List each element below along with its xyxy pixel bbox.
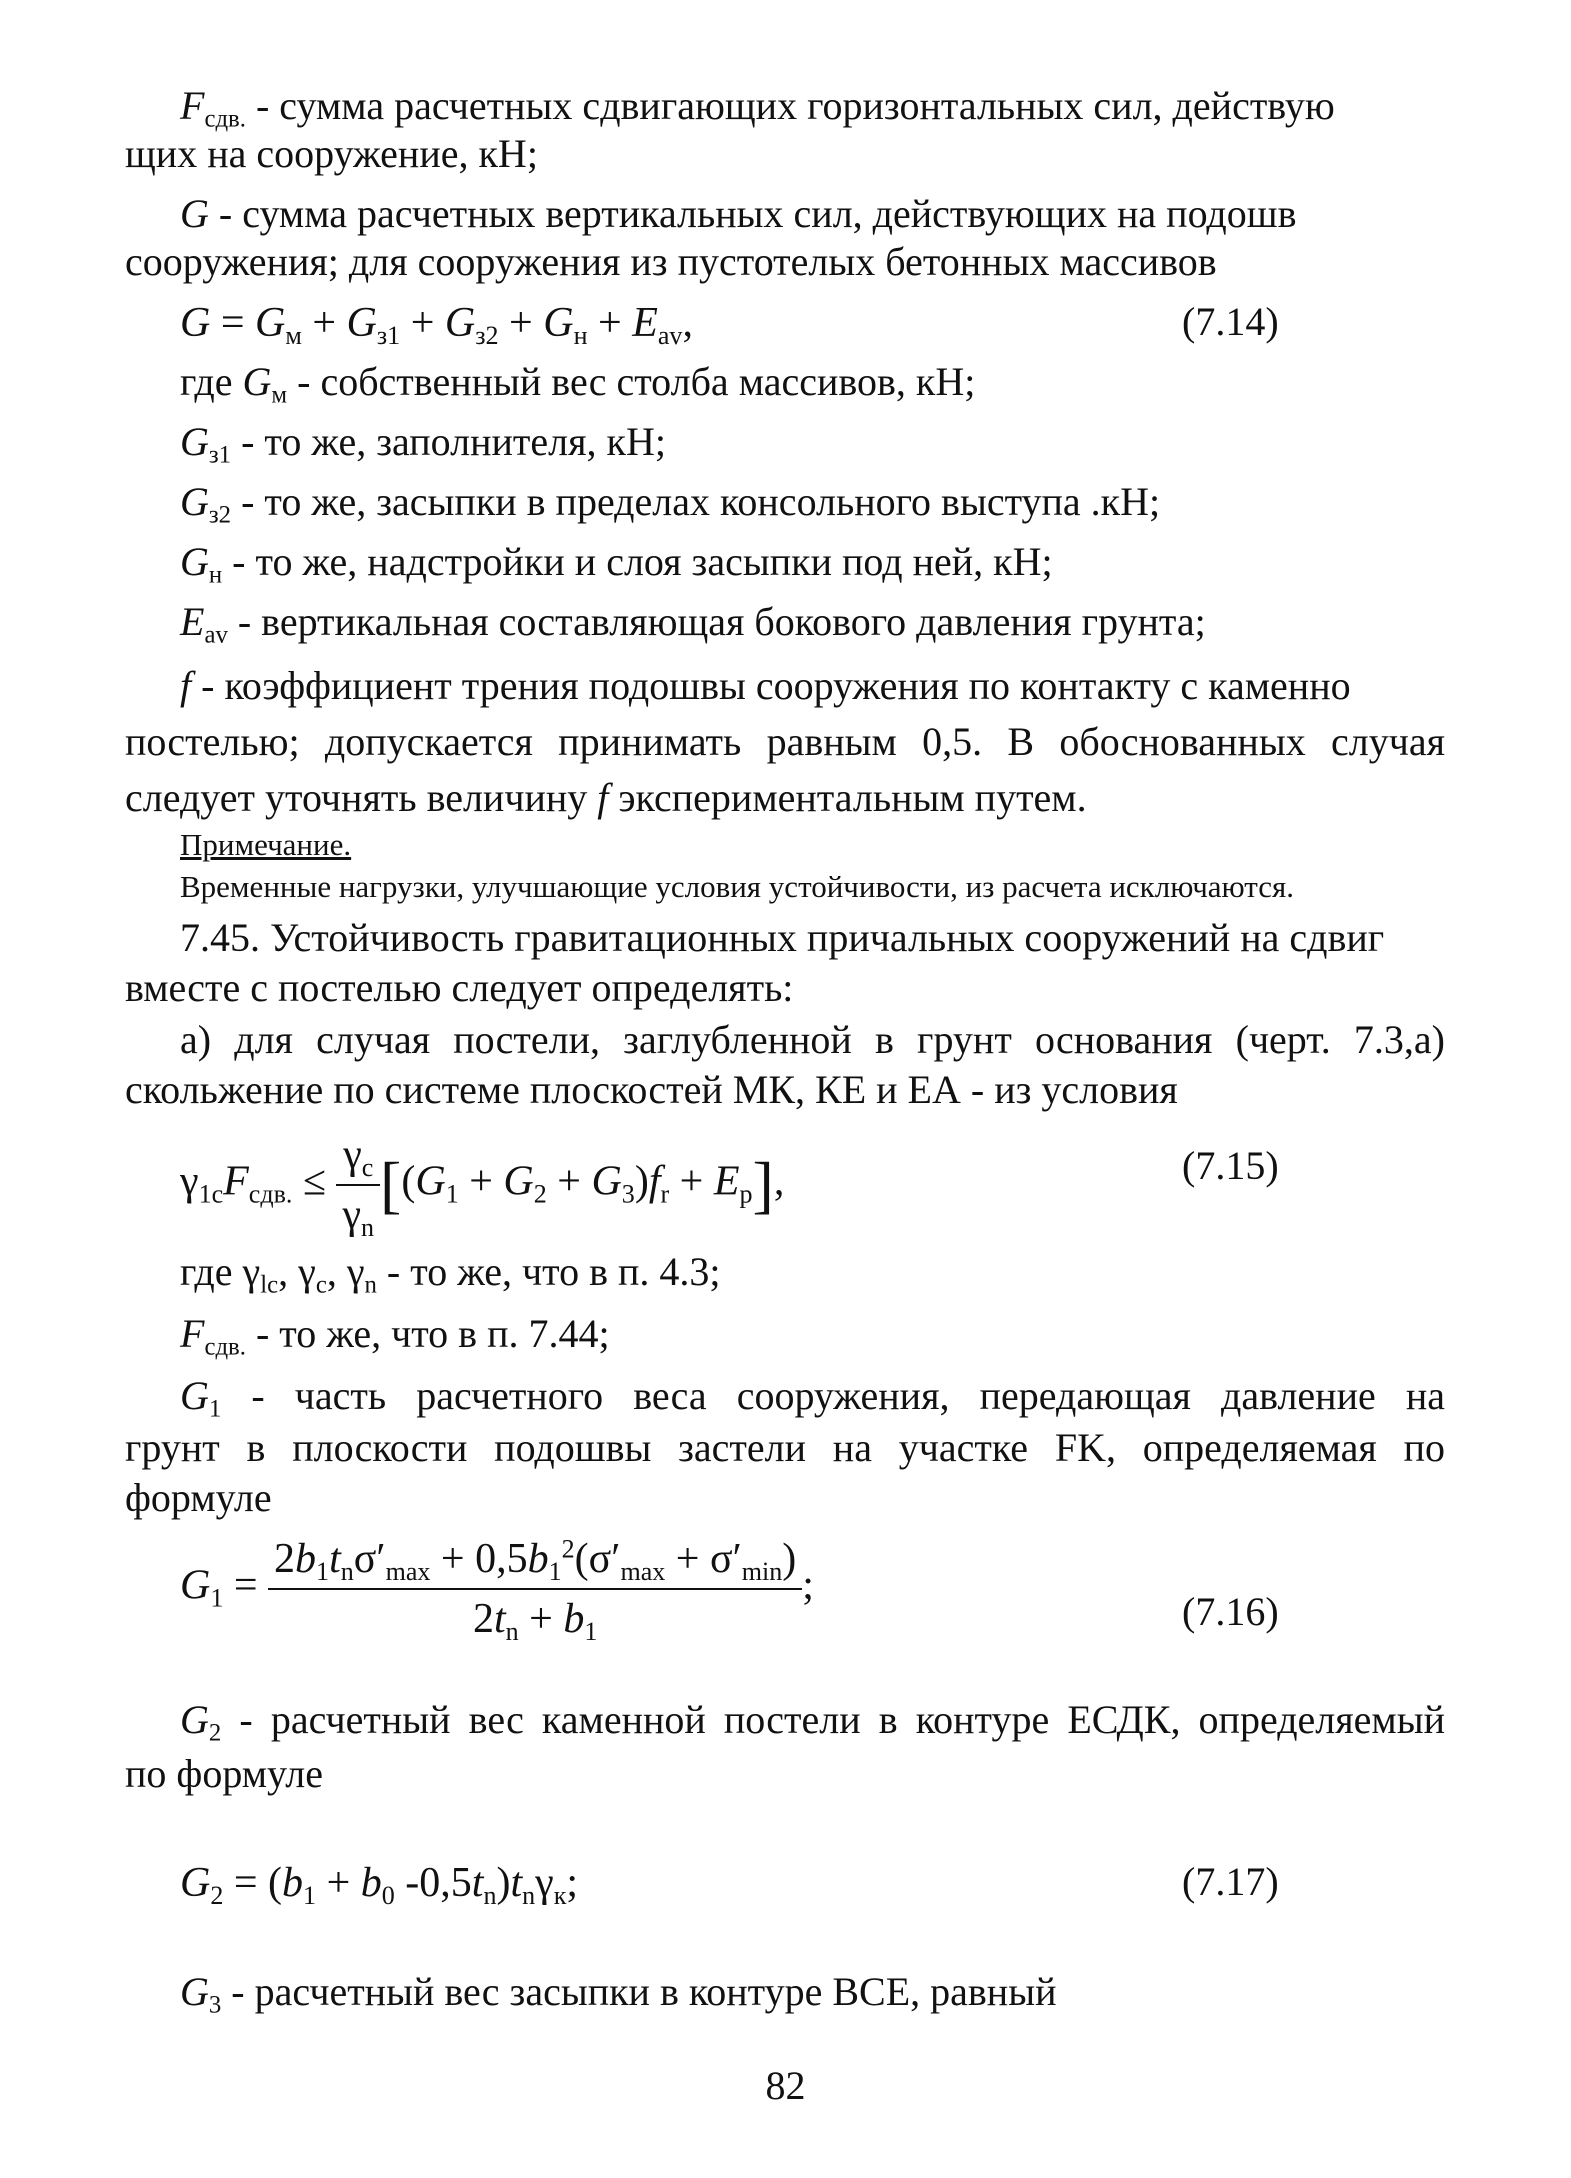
text-line: $F_{сдв.}$ - сумма расчетных сдвигающих горизонтальных сил, действую	[180, 83, 1335, 133]
text-line: где $\gamma_{lc}$, $\gamma_c$, $\gamma_n$ - то же, что в п. 4.3;	[180, 1249, 721, 1299]
page-number: 82	[765, 2063, 806, 2108]
text-line: $G_{з2}$ - то же, засыпки в пределах консольного выступа .кН;	[180, 479, 1161, 529]
equation-number: (7.17)	[1182, 1859, 1279, 1904]
equation-number: (7.14)	[1182, 299, 1279, 344]
formula-7-14: $G = G_м + G_{з1} + G_{з2} + G_н + E_{av}$,	[180, 300, 693, 350]
text-line: а) для случая постели, заглубленной в грунт основания (черт. 7.3,а)	[180, 1017, 1445, 1062]
text-line: $G_1$ - часть расчетного веса сооружения, передающая давление на	[180, 1373, 1445, 1423]
text-line: следует уточнять величину f экспериментальным путем.	[125, 775, 1087, 820]
text-line: скольжение по системе плоскостей МК, КЕ и ЕА - из условия	[125, 1067, 1178, 1112]
text-line: постелью; допускается принимать равным 0,5. В обоснованных случая	[125, 719, 1445, 764]
equation-number: (7.15)	[1182, 1143, 1279, 1188]
text-line: $G_3$ - расчетный вес засыпки в контуре ВСЕ, равный	[180, 1969, 1057, 2019]
text-line: $E_{av}$ - вертикальная составляющая бокового давления грунта;	[180, 599, 1206, 649]
text-line: формуле	[125, 1475, 272, 1520]
text-line: грунт в плоскости подошвы застели на участке FK, определяемая по	[125, 1425, 1445, 1470]
text-line: щих на сооружение, кН;	[125, 131, 538, 176]
formula-7-15: $\gamma_{1c}F_{сдв.}$ ≤ $\frac{\gamma_c}{\gamma_n}$ $[(G_1 + G_2 + G_3)f_r + E_p]$,	[180, 1132, 785, 1242]
text-line: f - коэффициент трения подошвы сооружения по контакту с каменно	[180, 663, 1351, 708]
note-text: Временные нагрузки, улучшающие условия устойчивости, из расчета исключаются.	[180, 869, 1294, 904]
text-line: $G_н$ - то же, надстройки и слоя засыпки под ней, кН;	[180, 539, 1053, 589]
text-line: сооружения; для сооружения из пустотелых бетонных массивов	[125, 239, 1217, 284]
text-line: $G_2$ - расчетный вес каменной постели в контуре ЕСДК, определяемый	[180, 1697, 1445, 1747]
note-title: Примечание.	[180, 827, 352, 862]
text-line: $G_{з1}$ - то же, заполнителя, кН;	[180, 419, 666, 469]
text-line: G - сумма расчетных вертикальных сил, действующих на подошв	[180, 191, 1297, 236]
equation-number: (7.16)	[1182, 1589, 1279, 1634]
text-line: по формуле	[125, 1751, 323, 1796]
text-line: где $G_м$ - собственный вес столба массивов, кН;	[180, 359, 976, 409]
formula-7-17: $G_2 = (b_1 + b_0$ $-0,5t_n)t_n\gamma_к$;	[180, 1860, 579, 1910]
text-line: 7.45. Устойчивость гравитационных причальных сооружений на сдвиг	[180, 915, 1385, 960]
formula-7-16: $G_1$ = $\frac{2b_1t_n\sigma'_{max} + 0,5b_1^2(\sigma'_{max} + \sigma'_{min})}{2t_n + b_1}$ ;	[180, 1534, 814, 1646]
text-line: вместе с постелью следует определять:	[125, 965, 794, 1010]
text-line: $F_{сдв.}$ - то же, что в п. 7.44;	[180, 1311, 610, 1361]
